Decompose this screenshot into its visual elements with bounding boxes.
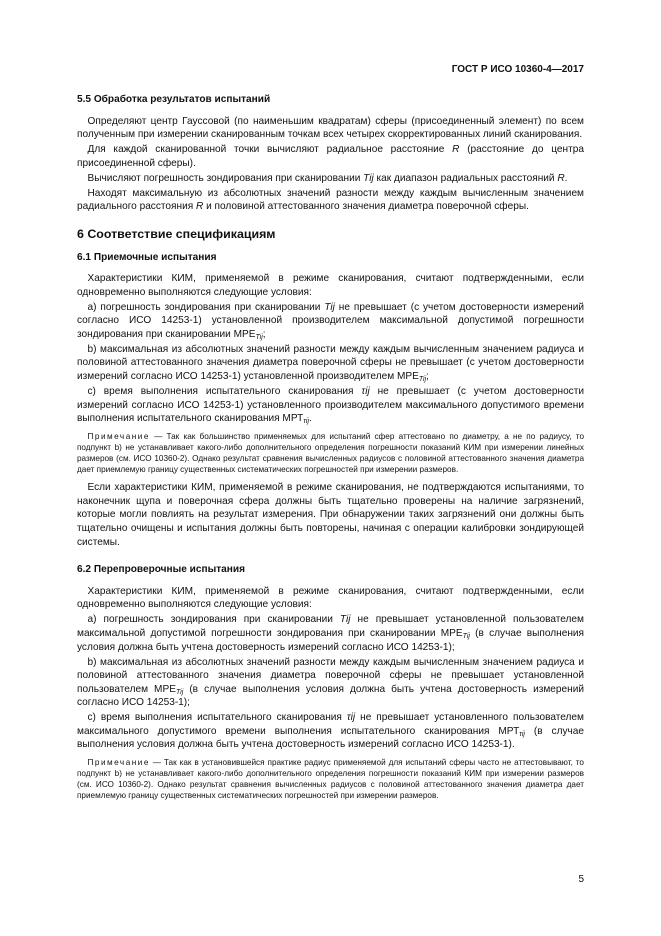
page-content: [77, 93, 584, 803]
section-6-2-item-b: b) максимальная из абсолютных значений разности между каждым вычисленным значением радиуса и половиной аттестованного значения диаметра поверочной сферы не превышает установленной пользователем $МРЕ_{Tij}$ (в случае выполнения условия должна быть учтена достоверность измерений согласно ИСО 14253-1);: [77, 656, 584, 709]
section-6-2-title: 6.2 Перепроверочные испытания: [77, 564, 245, 576]
page-number: 5: [578, 874, 584, 885]
section-5-5-para-1: Определяют центр Гауссовой (по наименьшим квадратам) сферы (присоединенный элемент) по всем полученным при измерении сканированным точкам всех четырех скорректированных линий сканирования.: [77, 115, 584, 141]
section-6-2-item-c: c) время выполнения испытательного сканирования τij не превышает установленного пользователем максимального допустимого времени выполнения испытательного сканирования $МРТ_{\tau ij}$ (в случае выполнения условия должна быть учтена достоверность измерений согласно ИСО 14253-1).: [77, 712, 584, 751]
section-6-2-item-a: а) погрешность зондирования при сканировании Tij не превышает установленной пользователем максимальной допустимой погрешности зондирования при сканировании $МРЕ_{Tij}$ (в случае выполнения условия должна быть учтена достоверность измерений согласно ИСО 14253-1);: [77, 614, 584, 653]
section-6-2-note: Примечание — Так как в установившейся практике радиус применяемой для испытаний сферы часто не аттестовывают, то подпункт b) не устанавливает какого-либо дополнительного определения погрешности показаний КИМ при измерении размеров (см. ИСО 10360-2). Однако результат сравнения вычисленных радиусов с половиной аттестованного значения диаметра дает приемлемую границу существенных систематических погрешностей при измерении размеров.: [77, 758, 584, 801]
section-6-1-failure-para: Если характеристики КИМ, применяемой в режиме сканирования, не подтверждаются испытаниями, то наконечник щупа и поверочная сфера должны быть тщательно проверены на наличие загрязнений, которые могли повлиять на результат измерения. При обнаружении таких загрязнений они должны быть тщательно очищены и испытания должны быть повторены, начиная с операции калибровки зондирующей системы.: [77, 482, 584, 548]
section-5-5-title: 5.5 Обработка результатов испытаний: [77, 94, 271, 105]
section-5-5-para-3: Вычисляют погрешность зондирования при сканировании Tij как диапазон радиальных расстояний R.: [87, 172, 568, 184]
section-6-2-intro: Характеристики КИМ, применяемой в режиме сканирования, считают подтвержденными, если одновременно выполняются следующие условия:: [77, 585, 584, 611]
section-6-1-item-b: b) максимальная из абсолютных значений разности между каждым вычисленным значением радиуса и половиной аттестованного значения диаметра поверочной сферы не превышает (с учетом достоверности измерений согласно ИСО 14253-1) установленной производителем $МРЕ_{Tij}$;: [77, 343, 584, 384]
section-6-1-item-a: а) погрешность зондирования при сканировании Tij не превышает (с учетом достоверности измерений согласно ИСО 14253-1) установленной производителем максимальной допустимой погрешности зондирования при сканировании $МРЕ_{Tij}$;: [77, 301, 584, 341]
section-5-5-para-2: Для каждой сканированной точки вычисляют радиальное расстояние R (расстояние до центра присоединенной сферы).: [77, 144, 584, 169]
section-6-1-note: Примечание — Так как большинство применяемых для испытаний сфер аттестовано по диаметру, а не по радиусу, то подпункт b) не устанавливает какого-либо дополнительного определения погрешности показаний КИМ при измерении линейных размеров (см. ИСО 10360-2). Однако результат сравнения вычисленных радиусов с половиной аттестованного значения диаметра дает приемлемую границу существенных систематических погрешностей при измерении размеров.: [77, 431, 584, 475]
section-5-5-para-4: Находят максимальную из абсолютных значений разности между каждым вычисленным значением радиального расстояния R и половиной аттестованного значения диаметра поверочной сферы.: [77, 187, 584, 213]
section-6-1-item-c: c) время выполнения испытательного сканирования τij не превышает (с учетом достоверности измерений согласно ИСО 14253-1) установленного производителем максимального допустимого времени выполнения испытательного сканирования $МРТ_{\tau ij}$.: [77, 386, 584, 426]
section-6-title: 6 Соответствие спецификациям: [77, 226, 276, 241]
standard-header: ГОСТ Р ИСО 10360-4—2017: [451, 64, 584, 75]
section-6-1-title: 6.1 Приемочные испытания: [77, 251, 217, 263]
section-6-1-intro: Характеристики КИМ, применяемой в режиме сканирования, считают подтвержденными, если одновременно выполняются следующие условия:: [77, 273, 584, 298]
